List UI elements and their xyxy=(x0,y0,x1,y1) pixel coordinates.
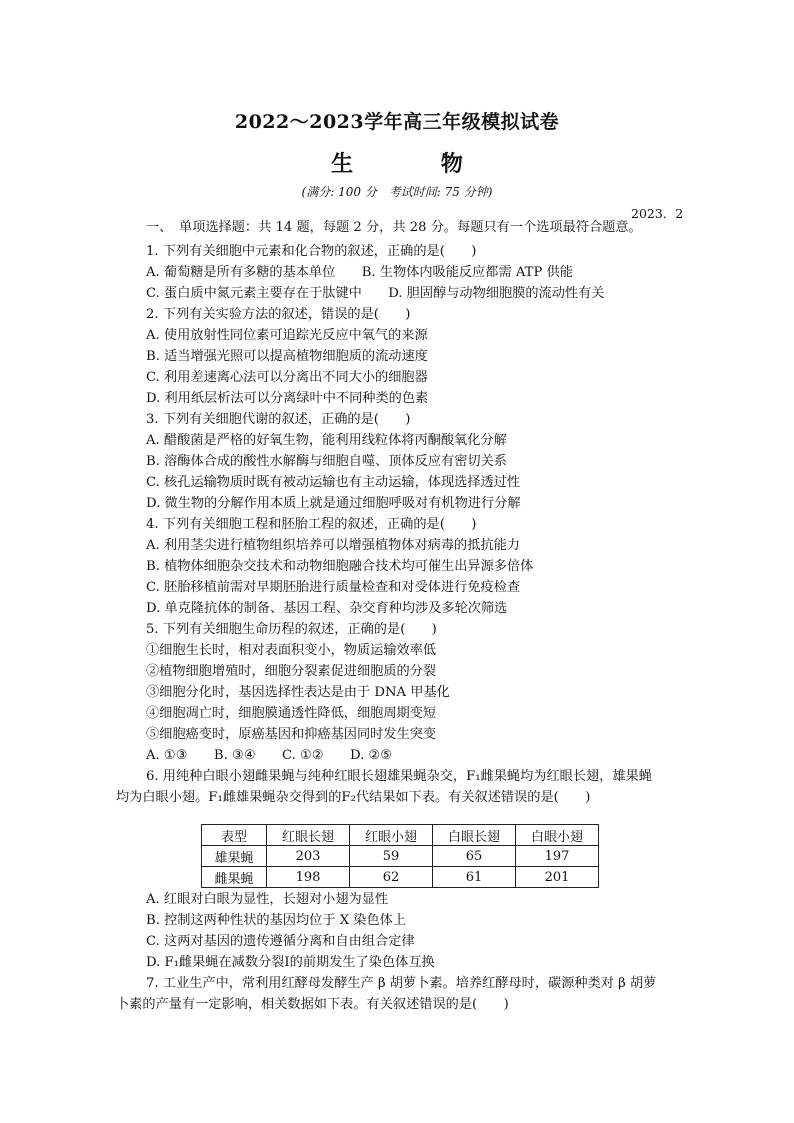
question-6-option-a: A. 红眼对白眼为显性，长翅对小翅为显性 xyxy=(146,892,389,907)
question-6-option-c: C. 这两对基因的遗传遵循分离和自由组合定律 xyxy=(146,934,415,949)
question-5-item-3: ③细胞分化时，基因选择性表达是由于 DNA 甲基化 xyxy=(146,685,450,700)
question-2-stem: 2. 下列有关实验方法的叙述，错误的是( ) xyxy=(146,307,411,322)
question-2-option-b: B. 适当增强光照可以提高植物细胞质的流动速度 xyxy=(146,349,428,364)
table-header-cell: 红眼长翅 xyxy=(267,825,350,846)
table-row xyxy=(202,846,599,867)
table-header-row xyxy=(202,825,599,846)
question-2-option-c: C. 利用差速离心法可以分离出不同大小的细胞器 xyxy=(146,370,428,385)
question-5-item-5: ⑤细胞癌变时，原癌基因和抑癌基因同时发生突变 xyxy=(146,727,437,742)
table-header-cell: 红眼小翅 xyxy=(350,825,433,846)
question-2-option-d: D. 利用纸层析法可以分离绿叶中不同种类的色素 xyxy=(146,391,429,406)
table-cell: 65 xyxy=(433,846,516,867)
table-header-cell: 白眼长翅 xyxy=(433,825,516,846)
table-cell: 201 xyxy=(516,867,599,888)
exam-title: 2022～2023学年高三年级模拟试卷 xyxy=(234,111,560,133)
question-7-stem-1: 7. 工业生产中，常利用红酵母发酵生产 β 胡萝卜素。培养红酵母时，碳源种类对 β 胡萝 xyxy=(146,976,657,991)
table-cell: 雌果蝇 xyxy=(202,867,267,888)
question-2-option-a: A. 使用放射性同位素可追踪光反应中氧气的来源 xyxy=(146,328,428,343)
question-5-item-2: ②植物细胞增殖时，细胞分裂素促进细胞质的分裂 xyxy=(146,664,437,679)
question-4-stem: 4. 下列有关细胞工程和胚胎工程的叙述，正确的是( ) xyxy=(146,517,477,532)
subject-title: 生 物 xyxy=(331,151,503,177)
question-5-stem: 5. 下列有关细胞生命历程的叙述，正确的是( ) xyxy=(146,622,437,637)
question-7-stem-2: 卜素的产量有一定影响，相关数据如下表。有关叙述错误的是( ) xyxy=(116,997,509,1012)
question-3-stem: 3. 下列有关细胞代谢的叙述，正确的是( ) xyxy=(146,412,411,427)
question-4-option-b: B. 植物体细胞杂交技术和动物细胞融合技术均可催生出异源多倍体 xyxy=(146,559,534,574)
question-4-option-c: C. 胚胎移植前需对早期胚胎进行质量检查和对受体进行免疫检查 xyxy=(146,580,521,595)
table-cell: 203 xyxy=(267,846,350,867)
table-cell: 61 xyxy=(433,867,516,888)
question-6-stem-1: 6. 用纯种白眼小翅雌果蝇与纯种红眼长翅雄果蝇杂交，F₁雌果蝇均为红眼长翅，雄果蝇 xyxy=(146,769,652,784)
exam-date: 2023．2 xyxy=(631,206,684,221)
question-5-options: A. ①③ B. ③④ C. ①② D. ②⑤ xyxy=(146,748,393,763)
question-3-option-d: D. 微生物的分解作用本质上就是通过细胞呼吸对有机物进行分解 xyxy=(146,496,521,511)
question-6-option-d: D. F₁雌果蝇在减数分裂Ⅰ的前期发生了染色体互换 xyxy=(146,955,435,970)
question-6-option-b: B. 控制这两种性状的基因均位于 X 染色体上 xyxy=(146,913,407,928)
question-1-options-cd: C. 蛋白质中氮元素主要存在于肽键中 D. 胆固醇与动物细胞膜的流动性有关 xyxy=(146,286,605,301)
question-3-option-a: A. 醋酸菌是严格的好氧生物，能利用线粒体将丙酮酸氧化分解 xyxy=(146,433,507,448)
exam-meta: (满分: 100 分 考试时间: 75 分钟) xyxy=(301,185,493,199)
question-4-option-d: D. 单克隆抗体的制备、基因工程、杂交育种均涉及多轮次筛选 xyxy=(146,601,508,616)
question-5-item-4: ④细胞凋亡时，细胞膜通透性降低，细胞周期变短 xyxy=(146,706,437,721)
question-6-stem-2: 均为白眼小翅。F₁雌雄果蝇杂交得到的F₂代结果如下表。有关叙述错误的是( ) xyxy=(116,790,591,805)
table-header-cell: 白眼小翅 xyxy=(516,825,599,846)
question-6-table xyxy=(201,824,599,888)
question-3-option-b: B. 溶酶体合成的酸性水解酶与细胞自噬、顶体反应有密切关系 xyxy=(146,454,507,469)
table-cell: 62 xyxy=(350,867,433,888)
table-row xyxy=(202,867,599,888)
question-5-item-1: ①细胞生长时，相对表面积变小，物质运输效率低 xyxy=(146,643,437,658)
question-1-stem: 1. 下列有关细胞中元素和化合物的叙述，正确的是( ) xyxy=(146,244,477,259)
table-cell: 198 xyxy=(267,867,350,888)
table-cell: 59 xyxy=(350,846,433,867)
table-header-cell: 表型 xyxy=(202,825,267,846)
question-4-option-a: A. 利用茎尖进行植物组织培养可以增强植物体对病毒的抵抗能力 xyxy=(146,538,520,553)
table-cell: 雄果蝇 xyxy=(202,846,267,867)
question-3-option-c: C. 核孔运输物质时既有被动运输也有主动运输，体现选择透过性 xyxy=(146,475,521,490)
table-cell: 197 xyxy=(516,846,599,867)
question-1-options-ab: A. 葡萄糖是所有多糖的基本单位 B. 生物体内吸能反应都需 ATP 供能 xyxy=(146,265,573,280)
section-heading: 一、 单项选择题：共 14 题，每题 2 分，共 28 分。每题只有一个选项最符合题意。 xyxy=(146,220,642,235)
